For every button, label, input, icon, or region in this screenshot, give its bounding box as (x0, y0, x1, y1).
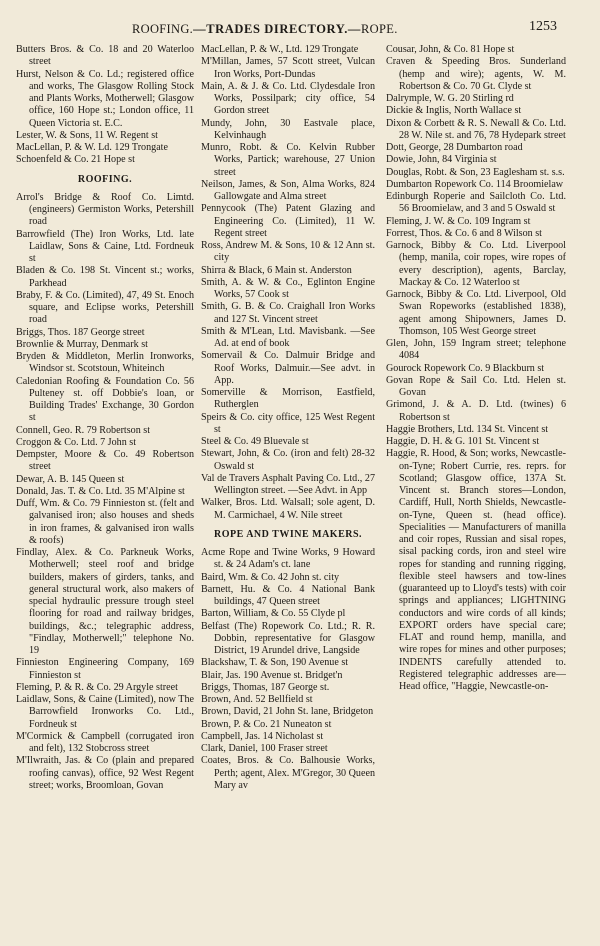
column-3 (386, 44, 566, 942)
directory-entry: Laidlaw, Sons, & Caine (Limited), now The Barrowfield Ironworks Co. Ltd., Fordneuk st (16, 694, 194, 730)
directory-entry: Bryden & Middleton, Merlin Ironworks, Windsor st. Scotstoun, Whiteinch (16, 351, 194, 375)
directory-entry: Mundy, John, 30 Eastvale place, Kelvinhaugh (201, 117, 375, 141)
directory-entry: Smith, A. & W. & Co., Eglinton Engine Works, 57 Cook st (201, 276, 375, 300)
directory-entry: Ross, Andrew M. & Sons, 10 & 12 Ann st. city (201, 240, 375, 264)
directory-entry: Croggon & Co. Ltd. 7 John st (16, 436, 137, 448)
directory-entry: Dott, George, 28 Dumbarton road (386, 142, 523, 153)
directory-entry: Arrol's Bridge & Roof Co. Limtd. (engineers) Germiston Works, Petershill road (16, 191, 194, 228)
directory-entry: Somerville & Morrison, Eastfield, Rutherglen (201, 387, 375, 411)
directory-entry: Pennycook (The) Patent Glazing and Engineering Co. (Limited), 11 W. Regent street (201, 203, 375, 239)
directory-entry: Craven & Speeding Bros. Sunderland (hemp and wire); agents, W. M. Robertson & Co. 70 Gt. Clyde st (386, 56, 566, 92)
directory-entry: Smith, G. B. & Co. Craighall Iron Works and 127 St. Vincent street (201, 301, 375, 325)
directory-entry: Barrowfield (The) Iron Works, Ltd. late Laidlaw, Sons & Caine, Ltd. Fordneuk st (16, 228, 194, 264)
directory-entry: Munro, Robt. & Co. Kelvin Rubber Works, Partick; warehouse, 27 Union street (201, 142, 375, 178)
directory-entry: Duff, Wm. & Co. 79 Finnieston st. (felt and galvanised iron; also houses and sheds in iron frames, & galvanised iron walls & roofs) (16, 498, 194, 546)
directory-entry: Gourock Ropework Co. 9 Blackburn st (386, 362, 545, 374)
directory-entry: Baird, Wm. & Co. 42 John st. city (201, 571, 340, 583)
directory-entry: Brown, David, 21 John St. lane, Bridgeton (201, 706, 374, 718)
directory-entry: Connell, Geo. R. 79 Robertson st (16, 424, 151, 436)
directory-entry: Dowie, John, 84 Virginia st (386, 154, 497, 166)
directory-entry: Smith & M'Lean, Ltd. Mavisbank. —See Ad. at end of book (201, 325, 375, 349)
directory-entry: Dewar, A. B. 145 Queen st (16, 473, 125, 485)
page-header (0, 0, 600, 44)
directory-entry: Garnock, Bibby & Co. Ltd. Liverpool, Old Swan Ropeworks (established 1838), agent among Shipowners, James D. Thomson, 105 West George street (386, 289, 566, 337)
directory-entry: M'Ilwraith, Jas. & Co (plain and prepared roofing canvas), office, 92 West Regent street; works, Broomloan, Govan (16, 755, 194, 791)
column-1 (16, 44, 194, 942)
col2-list-b (201, 547, 375, 792)
directory-entry: Dixon & Corbett & R. S. Newall & Co. Ltd. 28 W. Nile st. and 76, 78 Hydepark street (386, 117, 566, 141)
section-heading-roofing: ROOFING. (77, 173, 133, 185)
directory-entry: Barton, William, & Co. 55 Clyde pl (201, 608, 346, 620)
directory-entry: Garnock, Bibby & Co. Ltd. Liverpool (hemp, manila, coir ropes, wire ropes of every description), agents, Barclay, Mackay & Co. 12 Waterloo st (386, 240, 566, 288)
directory-entry: Finnieston Engineering Company, 169 Finnieston st (16, 657, 194, 681)
col1-list-a (16, 44, 194, 167)
directory-entry: Main, A. & J. & Co. Ltd. Clydesdale Iron Works, Possilpark; city office, 54 Gordon street (201, 80, 375, 117)
col2-list-a (201, 44, 375, 522)
directory-entry: Cousar, John, & Co. 81 Hope st (386, 44, 515, 55)
directory-entry: Bladen & Co. 198 St. Vincent st.; works, Parkhead (16, 265, 194, 289)
running-head-right: ROPE. (361, 22, 398, 36)
directory-entry: Lester, W. & Sons, 11 W. Regent st (16, 129, 158, 141)
directory-entry: Campbell, Jas. 14 Nicholast st (201, 730, 324, 742)
directory-entry: Brown, And. 52 Bellfield st (201, 694, 313, 705)
directory-entry: Acme Rope and Twine Works, 9 Howard st. & 24 Adam's ct. lane (201, 547, 375, 571)
running-head-left: ROOFING. (132, 22, 194, 36)
section-heading-rope-twine: ROPE AND TWINE MAKERS. (213, 528, 363, 540)
directory-entry: Haggie, D. H. & G. 101 St. Vincent st (386, 436, 540, 447)
directory-entry: Hurst, Nelson & Co. Ld.; registered office and works, The Glasgow Rolling Stock and Plants Works, Motherwell; Glasgow office, 160 Hope st.; London office, 11 Queen Victoria st. E.C. (16, 68, 194, 129)
page-number: 1253 (529, 19, 557, 34)
directory-entry: Forrest, Thos. & Co. 6 and 8 Wilson st (386, 227, 542, 239)
directory-entry: Walker, Bros. Ltd. Walsall; sole agent, D. M. Carmichael, 4 W. Nile street (201, 497, 375, 521)
directory-entry: Barnett, Hu. & Co. 4 National Bank buildings, 47 Queen street (201, 583, 375, 607)
directory-entry: Coates, Bros. & Co. Balhousie Works, Perth; agent, Alex. M'Gregor, 30 Queen Mary av (201, 755, 375, 791)
directory-entry: Blackshaw, T. & Son, 190 Avenue st (201, 657, 349, 669)
directory-entry: Schoenfeld & Co. 21 Hope st (16, 154, 135, 166)
directory-entry: Dickie & Inglis, North Wallace st (386, 105, 522, 117)
directory-entry: Belfast (The) Ropework Co. Ltd.; R. R. Dobbin, representative for Glasgow District, 19 Arundel drive, Langside (201, 620, 375, 656)
col3-list (386, 44, 566, 693)
directory-entry: Briggs, Thos. 187 George street (16, 326, 145, 338)
running-head (132, 22, 398, 37)
directory-entry: Braby, F. & Co. (Limited), 47, 49 St. Enoch square, and Eclipse works, Petershill road (16, 289, 194, 326)
directory-entry: Grimond, J. & A. D. Ltd. (twines) 6 Robertson st (386, 399, 566, 423)
directory-entry: Dempster, Moore & Co. 49 Robertson street (16, 449, 194, 473)
directory-entry: Blair, Jas. 190 Avenue st. Bridget'n (201, 669, 343, 681)
column-2 (201, 44, 375, 942)
directory-entry: Brownlie & Murray, Denmark st (16, 338, 148, 350)
directory-entry: Edinburgh Roperie and Sailcloth Co. Ltd. 56 Broomielaw, and 3 and 5 Oswald st (386, 191, 566, 215)
directory-entry: Somervail & Co. Dalmuir Bridge and Roof Works, Dalmuir.—See advt. in App. (201, 350, 375, 386)
col1-list-b (16, 192, 194, 792)
directory-entry: Dumbarton Ropework Co. 114 Broomielaw (386, 178, 564, 190)
directory-entry: MacLellan, P. & W. Ld. 129 Trongate (16, 142, 168, 153)
directory-entry: Fleming, J. W. & Co. 109 Ingram st (386, 215, 531, 227)
directory-entry: Fleming, P. & R. & Co. 29 Argyle street (16, 681, 178, 693)
directory-entry: MacLellan, P. & W., Ltd. 129 Trongate (201, 44, 359, 55)
directory-entry: M'Millan, James, 57 Scott street, Vulcan Iron Works, Port-Dundas (201, 56, 375, 80)
directory-entry: Findlay, Alex. & Co. Parkneuk Works, Motherwell; steel roof and bridge builders, makers of girders, tanks, and general structural work, also makers of special hydraulic pressure trough steel flooring for road and railway bridges, buildings, &c.; telegraphic address, "Findlay, Motherwell;" telephone No. 19 (16, 547, 194, 656)
directory-entry: Speirs & Co. city office, 125 West Regent st (201, 411, 375, 435)
directory-entry: Briggs, Thomas, 187 George st. (201, 681, 330, 693)
directory-entry: Brown, P. & Co. 21 Nuneaton st (201, 718, 332, 730)
directory-entry: Haggie Brothers, Ltd. 134 St. Vincent st (386, 423, 549, 435)
directory-entry: Shirra & Black, 6 Main st. Anderston (201, 264, 352, 276)
directory-entry: Neilson, James, & Son, Alma Works, 824 Gallowgate and Alma street (201, 178, 375, 202)
running-head-title: —TRADES DIRECTORY.— (193, 22, 362, 36)
directory-entry: M'Cormick & Campbell (corrugated iron and felt), 132 Stobcross street (16, 730, 194, 754)
directory-entry: Steel & Co. 49 Bluevale st (201, 436, 309, 447)
directory-entry: Val de Travers Asphalt Paving Co. Ltd., 27 Wellington street. —See Advt. in App (201, 472, 375, 496)
directory-entry: Stewart, John, & Co. (iron and felt) 28-32 Oswald st (201, 448, 375, 472)
directory-entry: Haggie, R. Hood, & Son; works, Newcastle-on-Tyne; Robert Currie, res. reprs. for Scotland; Glasgow office, 137A St. Vincent st. Branch stores—London, Cardiff, Hull, North Shields, Newcastle-on-Tyne, Queen st. (head office). Specialities — Manufacturers of manilla and coir ropes, Russian and sisal ropes, sisal packing cords, iron and steel wire ropes for standing and running rigging, flexible steel hawsers and tow-lines (guaranteed up to Lloyd's tests) with coir springs and appliances; LIGHTNING conductors and wire cords of all kinds; EXPORT orders have special care; FLAT and round hemp, manilla, and wire ropes for mines and other purposes; INDENTS carefully attended to. Registered telegraphic addresses are—Head office, "Haggie, Newcastle-on- (386, 448, 566, 692)
directory-entry: Donald, Jas. T. & Co. Ltd. 35 M'Alpine st (16, 485, 185, 497)
directory-entry: Dalrymple, W. G. 20 Stirling rd (386, 93, 514, 104)
directory-entry: Caledonian Roofing & Foundation Co. 56 Pulteney st. off Dobbie's loan, or Building Trades' Exchange, 30 Gordon st (16, 375, 194, 424)
directory-entry: Glen, John, 159 Ingram street; telephone 4084 (386, 338, 566, 362)
directory-entry: Butters Bros. & Co. 18 and 20 Waterloo street (16, 44, 194, 68)
directory-entry: Govan Rope & Sail Co. Ltd. Helen st. Govan (386, 374, 566, 398)
directory-entry: Douglas, Robt. & Son, 23 Eaglesham st. s.s. (386, 166, 565, 178)
directory-entry: Clark, Daniel, 100 Fraser street (201, 743, 328, 754)
